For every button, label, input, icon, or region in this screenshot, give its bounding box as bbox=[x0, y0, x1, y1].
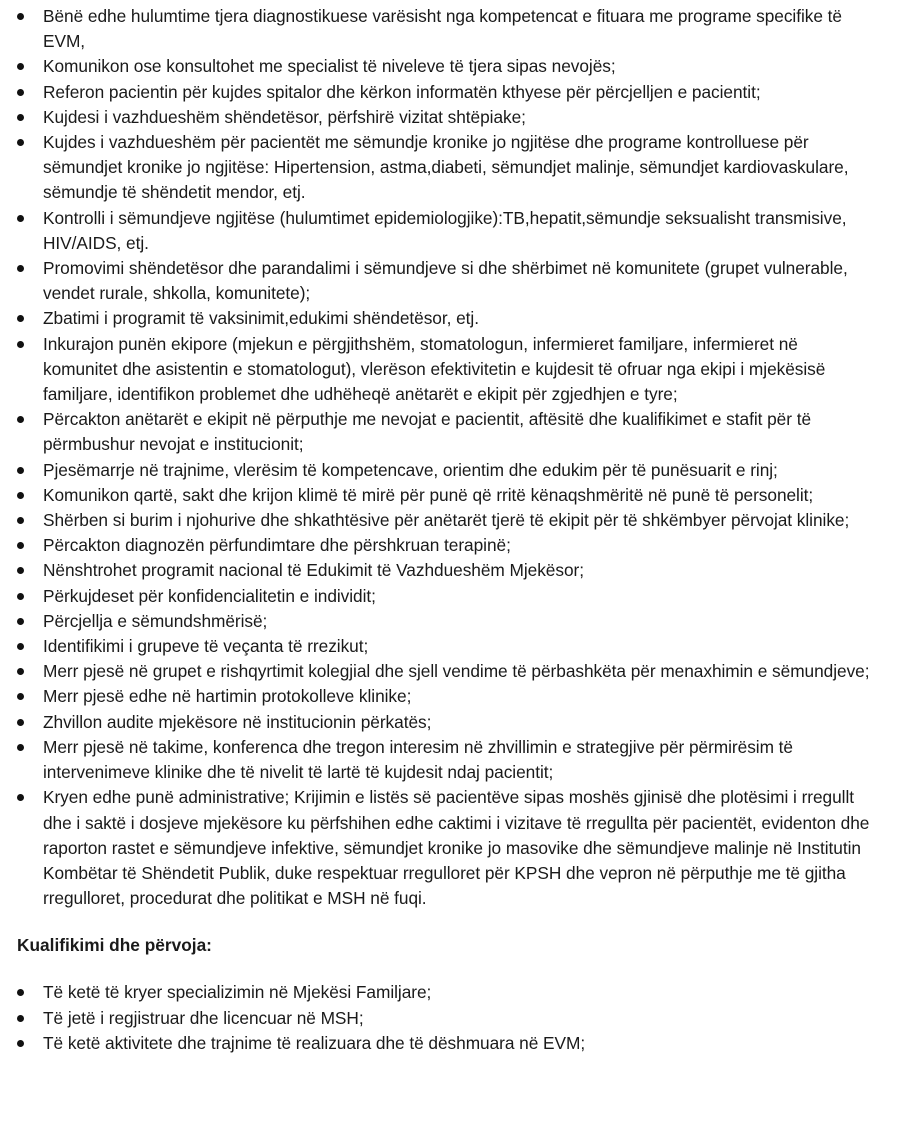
list-item bbox=[0, 609, 900, 634]
list-item bbox=[0, 407, 900, 457]
list-item bbox=[0, 659, 900, 684]
list-item bbox=[0, 1031, 900, 1056]
bullet-icon bbox=[17, 719, 24, 726]
list-item bbox=[0, 710, 900, 735]
qualifications-list bbox=[0, 980, 900, 1056]
list-item bbox=[0, 980, 900, 1005]
list-item-text: Zhvillon audite mjekësore në institucionin përkatës; bbox=[43, 711, 432, 732]
list-item-text: Shërben si burim i njohurive dhe shkathtësive për anëtarët tjerë të ekipit për të shkëmbyer përvojat klinike; bbox=[43, 510, 850, 531]
list-item-text: Përcakton anëtarët e ekipit në përputhje me nevojat e pacientit, aftësitë dhe kualifikimet e stafit për të përmbushur nevojat e institucionit; bbox=[43, 409, 812, 455]
bullet-icon bbox=[17, 467, 24, 474]
list-item-text: Merr pjesë edhe në hartimin protokolleve klinike; bbox=[43, 686, 412, 707]
list-item-text: Përcakton diagnozën përfundimtare dhe përshkruan terapinë; bbox=[43, 535, 511, 556]
list-item-text: Identifikimi i grupeve të veçanta të rrezikut; bbox=[43, 636, 369, 657]
list-item-text: Merr pjesë në grupet e rishqyrtimit kolegjial dhe sjell vendime të përbashkëta për menaxhimin e sëmundjeve; bbox=[43, 661, 870, 682]
list-item bbox=[0, 54, 900, 79]
list-item-text: Të ketë të kryer specializimin në Mjekësi Familjare; bbox=[43, 982, 432, 1003]
bullet-icon bbox=[17, 1040, 24, 1047]
list-item bbox=[0, 584, 900, 609]
bullet-icon bbox=[17, 542, 24, 549]
list-item bbox=[0, 332, 900, 408]
bullet-icon bbox=[17, 618, 24, 625]
list-item bbox=[0, 558, 900, 583]
bullet-icon bbox=[17, 517, 24, 524]
list-item-text: Përkujdeset për konfidencialitetin e individit; bbox=[43, 585, 376, 606]
document-page bbox=[0, 4, 900, 1056]
list-item bbox=[0, 483, 900, 508]
list-item-text: Nënshtrohet programit nacional të Edukimit të Vazhdueshëm Mjekësor; bbox=[43, 560, 584, 581]
bullet-icon bbox=[17, 215, 24, 222]
list-item-text: Kontrolli i sëmundjeve ngjitëse (hulumtimet epidemiologjike):TB,hepatit,sëmundje seksualisht transmisive, HIV/AIDS, etj. bbox=[43, 207, 847, 253]
bullet-icon bbox=[17, 567, 24, 574]
list-item bbox=[0, 785, 900, 911]
list-item-text: Bënë edhe hulumtime tjera diagnostikuese varësisht nga kompetencat e fituara me programe specifike të EVM, bbox=[43, 6, 842, 52]
bullet-icon bbox=[17, 643, 24, 650]
qualifications-heading: Kualifikimi dhe përvoja: bbox=[17, 935, 212, 956]
list-item bbox=[0, 4, 900, 54]
list-item-text: Pjesëmarrje në trajnime, vlerësim të kompetencave, orientim dhe edukim për të punësuarit e rinj; bbox=[43, 459, 778, 480]
list-item-text: Kryen edhe punë administrative; Krijimin e listës së pacientëve sipas moshës gjinisë dhe plotësimi i rregullt dhe i saktë i dosjeve mjekësore ku përfshihen edhe caktimi i vizitave të rregullta për pacientët, evidenton dhe raporton rastet e sëmundjeve infektive, sëmundjet kronike jo masovike dhe sëmundjeve malinje në Institutin Kombëtar të Shëndetit Publik, duke respektuar rregulloret për KPSH dhe vepron në përputhje me të gjitha rregulloret, procedurat dhe politikat e MSH në fuqi. bbox=[43, 787, 870, 909]
list-item bbox=[0, 306, 900, 331]
list-item-text: Inkurajon punën ekipore (mjekun e përgjithshëm, stomatologun, infermieret familjare, infermieret në komunitet dhe asistentin e stomatologut), vlerëson efektivitetin e kujdesit të ofruar nga ekipi i mjekësisë familjare, identifikon problemet dhe udhëheqë anëtarët e ekipit për zgjedhjen e tyre; bbox=[43, 333, 826, 405]
list-item bbox=[0, 130, 900, 206]
list-item-text: Promovimi shëndetësor dhe parandalimi i sëmundjeve si dhe shërbimet në komunitete (grupet vulnerable, vendet rurale, shkolla, komunitete); bbox=[43, 258, 848, 304]
bullet-icon bbox=[17, 139, 24, 146]
bullet-icon bbox=[17, 1015, 24, 1022]
list-item bbox=[0, 80, 900, 105]
bullet-icon bbox=[17, 114, 24, 121]
list-item-text: Komunikon ose konsultohet me specialist të niveleve të tjera sipas nevojës; bbox=[43, 56, 616, 77]
list-item bbox=[0, 458, 900, 483]
bullet-icon bbox=[17, 89, 24, 96]
bullet-icon bbox=[17, 744, 24, 751]
bullet-icon bbox=[17, 989, 24, 996]
list-item-text: Komunikon qartë, sakt dhe krijon klimë të mirë për punë që rritë kënaqshmëritë në punë të personelit; bbox=[43, 484, 814, 505]
bullet-icon bbox=[17, 668, 24, 675]
list-item bbox=[0, 105, 900, 130]
list-item bbox=[0, 533, 900, 558]
bullet-icon bbox=[17, 492, 24, 499]
list-item-text: Merr pjesë në takime, konferenca dhe tregon interesim në zhvillimin e strategjive për përmirësim të intervenimeve klinike dhe të nivelit të lartë të kujdesit ndaj pacientit; bbox=[43, 736, 793, 783]
list-item-text: Të ketë aktivitete dhe trajnime të realizuara dhe të dëshmuara në EVM; bbox=[43, 1032, 586, 1053]
list-item bbox=[0, 256, 900, 306]
list-item bbox=[0, 508, 900, 533]
bullet-icon bbox=[17, 693, 24, 700]
list-item-text: Të jetë i regjistruar dhe licencuar në MSH; bbox=[43, 1007, 364, 1028]
bullet-icon bbox=[17, 593, 24, 600]
list-item bbox=[0, 634, 900, 659]
list-item-text: Kujdesi i vazhdueshëm shëndetësor, përfshirë vizitat shtëpiake; bbox=[43, 106, 526, 127]
bullet-icon bbox=[17, 265, 24, 272]
bullet-icon bbox=[17, 315, 24, 322]
list-item bbox=[0, 735, 900, 785]
list-item bbox=[0, 684, 900, 709]
bullet-icon bbox=[17, 13, 24, 20]
list-item-text: Kujdes i vazhdueshëm për pacientët me sëmundje kronike jo ngjitëse dhe programe kontrolluese për sëmundjet kronike jo ngjitëse: Hipertension, astma,diabeti, sëmundjet malinje, sëmundjet kardiovaskulare, sëmundje të shëndetit mendor, etj. bbox=[43, 132, 849, 203]
list-item-text: Zbatimi i programit të vaksinimit,edukimi shëndetësor, etj. bbox=[43, 308, 479, 329]
bullet-icon bbox=[17, 341, 24, 348]
bullet-icon bbox=[17, 63, 24, 70]
bullet-icon bbox=[17, 794, 24, 801]
responsibilities-list bbox=[0, 4, 900, 911]
list-item bbox=[0, 206, 900, 256]
list-item bbox=[0, 1006, 900, 1031]
bullet-icon bbox=[17, 416, 24, 423]
list-item-text: Përcjellja e sëmundshmërisë; bbox=[43, 610, 268, 631]
list-item-text: Referon pacientin për kujdes spitalor dhe kërkon informatën kthyese për përcjelljen e pacientit; bbox=[43, 81, 761, 102]
